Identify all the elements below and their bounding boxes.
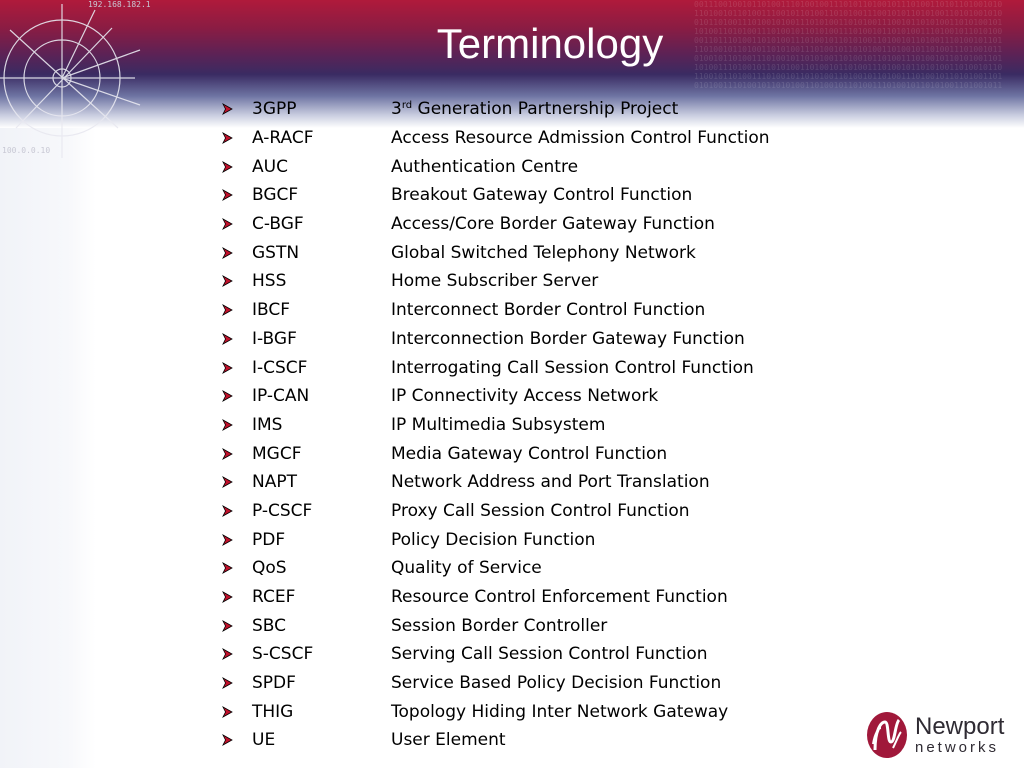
slide-title: Terminology [436, 20, 664, 67]
arrow-bullet-icon [222, 362, 252, 374]
definition-text: Global Switched Telephony Network [391, 242, 696, 263]
definition-text: Proxy Call Session Control Function [391, 500, 690, 521]
definition-text: Session Border Controller [391, 615, 608, 636]
term-definition [391, 386, 658, 406]
ip-label-top: 192.168.182.1 [88, 0, 151, 9]
term-definition [391, 501, 690, 521]
term-row [222, 726, 770, 755]
arrow-bullet-icon [222, 132, 252, 144]
logo-name: Newport [915, 713, 1005, 740]
definition-text: Breakout Gateway Control Function [391, 185, 693, 206]
term-abbreviation: NAPT [252, 472, 297, 493]
term-definition [391, 329, 745, 349]
term-definition [391, 128, 770, 148]
arrow-bullet-icon [222, 648, 252, 660]
term-row [222, 583, 770, 612]
definition-text: Policy Decision Function [391, 529, 596, 550]
term-abbreviation: S-CSCF [252, 644, 314, 665]
term-definition [391, 530, 595, 550]
term-abbreviation: UE [252, 730, 276, 751]
term-row [222, 210, 770, 239]
term-abbreviation: IP-CAN [252, 386, 310, 407]
arrow-bullet-icon [222, 620, 252, 632]
definition-text: Topology Hiding Inter Network Gateway [391, 701, 729, 722]
term-definition [391, 271, 598, 291]
term-row [222, 382, 770, 411]
term-abbreviation: SBC [252, 615, 287, 636]
term-definition [391, 99, 678, 119]
arrow-bullet-icon [222, 562, 252, 574]
term-definition [391, 644, 708, 664]
term-row [222, 439, 770, 468]
term-row [222, 95, 770, 124]
term-row [222, 697, 770, 726]
arrow-bullet-icon [222, 591, 252, 603]
definition-text: Media Gateway Control Function [391, 443, 668, 464]
term-abbreviation: C-BGF [252, 214, 304, 235]
definition-text: Interconnection Border Gateway Function [391, 328, 745, 349]
term-abbreviation: IMS [252, 414, 283, 435]
term-definition [391, 214, 715, 234]
term-row [222, 124, 770, 153]
definition-text: Quality of Service [391, 558, 542, 579]
arrow-bullet-icon [222, 390, 252, 402]
arrow-bullet-icon [222, 304, 252, 316]
definition-superscript: rd [401, 100, 413, 112]
term-abbreviation: HSS [252, 271, 287, 292]
term-abbreviation: PDF [252, 529, 286, 550]
term-row [222, 468, 770, 497]
definition-text: User Element [391, 730, 506, 751]
term-definition [391, 616, 607, 636]
arrow-bullet-icon [222, 677, 252, 689]
term-row [222, 296, 770, 325]
term-abbreviation: GSTN [252, 242, 300, 263]
term-row [222, 611, 770, 640]
term-definition [391, 300, 705, 320]
ip-label-left: 100.0.0.10 [2, 146, 51, 155]
definition-text: Network Address and Port Translation [391, 472, 710, 493]
definition-text: Generation Partnership Project [412, 99, 679, 120]
term-definition [391, 673, 721, 693]
term-definition [391, 702, 728, 722]
arrow-bullet-icon [222, 103, 252, 115]
term-abbreviation: P-CSCF [252, 500, 313, 521]
term-abbreviation: BGCF [252, 185, 299, 206]
definition-text: Resource Control Enforcement Function [391, 587, 728, 608]
arrow-bullet-icon [222, 275, 252, 287]
term-abbreviation: I-CSCF [252, 357, 308, 378]
binary-digits-decoration: 0011100100101101001110100100111010110100101110100110101101001010 1101001011010011100101101001101010011100101011010100110101001010 0101101001110100101001110101001101010011100101101010011010100101 1010011010100111010010110101001110100101101010011101001011010100 0011011101001101010011101001011010100110100101101001110100101101 1101001011010011010100111010010110101001101001011010011101001011 0100101101001110100101101010011010010110100111010010110101001101 1010011101001011010100110100101101001110100101101010011010010110 1100101101001110100101101010011010010110100111010010110101001101 0101001110100101101010011010010110100111010010110101001101001011 [694, 0, 1003, 90]
term-row [222, 411, 770, 440]
term-row [222, 554, 770, 583]
term-abbreviation: SPDF [252, 673, 296, 694]
definition-prefix: 3 [391, 99, 402, 120]
term-abbreviation: I-BGF [252, 328, 297, 349]
term-row [222, 325, 770, 354]
term-abbreviation: MGCF [252, 443, 302, 464]
definition-text: Home Subscriber Server [391, 271, 599, 292]
newport-logo [865, 710, 1004, 760]
term-definition [391, 157, 578, 177]
term-row [222, 238, 770, 267]
term-row [222, 525, 770, 554]
term-row [222, 497, 770, 526]
term-abbreviation: RCEF [252, 587, 296, 608]
term-row [222, 152, 770, 181]
term-abbreviation: 3GPP [252, 99, 297, 120]
arrow-bullet-icon [222, 218, 252, 230]
term-row [222, 267, 770, 296]
compass-rose-graphic [0, 0, 150, 165]
term-row [222, 640, 770, 669]
definition-text: Access Resource Admission Control Function [391, 128, 770, 149]
arrow-bullet-icon [222, 161, 252, 173]
term-abbreviation: QoS [252, 558, 287, 579]
terminology-list [222, 95, 770, 755]
arrow-bullet-icon [222, 247, 252, 259]
term-definition [391, 358, 754, 378]
term-definition [391, 558, 542, 578]
term-abbreviation: THIG [252, 701, 294, 722]
definition-text: Access/Core Border Gateway Function [391, 214, 715, 235]
newport-swirl-icon [865, 710, 909, 760]
term-abbreviation: A-RACF [252, 128, 314, 149]
term-definition [391, 730, 506, 750]
arrow-bullet-icon [222, 534, 252, 546]
definition-text: Service Based Policy Decision Function [391, 673, 722, 694]
arrow-bullet-icon [222, 476, 252, 488]
term-abbreviation: IBCF [252, 300, 291, 321]
term-definition [391, 444, 667, 464]
definition-text: Authentication Centre [391, 156, 579, 177]
arrow-bullet-icon [222, 706, 252, 718]
definition-text: IP Multimedia Subsystem [391, 414, 606, 435]
term-row [222, 353, 770, 382]
logo-subtitle: networks [915, 739, 1000, 756]
definition-text: IP Connectivity Access Network [391, 386, 659, 407]
term-definition [391, 415, 605, 435]
arrow-bullet-icon [222, 189, 252, 201]
term-definition [391, 472, 710, 492]
definition-text: Serving Call Session Control Function [391, 644, 708, 665]
term-abbreviation: AUC [252, 156, 288, 177]
term-row [222, 181, 770, 210]
term-definition [391, 185, 692, 205]
arrow-bullet-icon [222, 333, 252, 345]
term-definition [391, 587, 728, 607]
definition-text: Interrogating Call Session Control Function [391, 357, 754, 378]
arrow-bullet-icon [222, 734, 252, 746]
arrow-bullet-icon [222, 419, 252, 431]
term-definition [391, 243, 696, 263]
arrow-bullet-icon [222, 448, 252, 460]
term-row [222, 669, 770, 698]
definition-text: Interconnect Border Control Function [391, 300, 706, 321]
arrow-bullet-icon [222, 505, 252, 517]
